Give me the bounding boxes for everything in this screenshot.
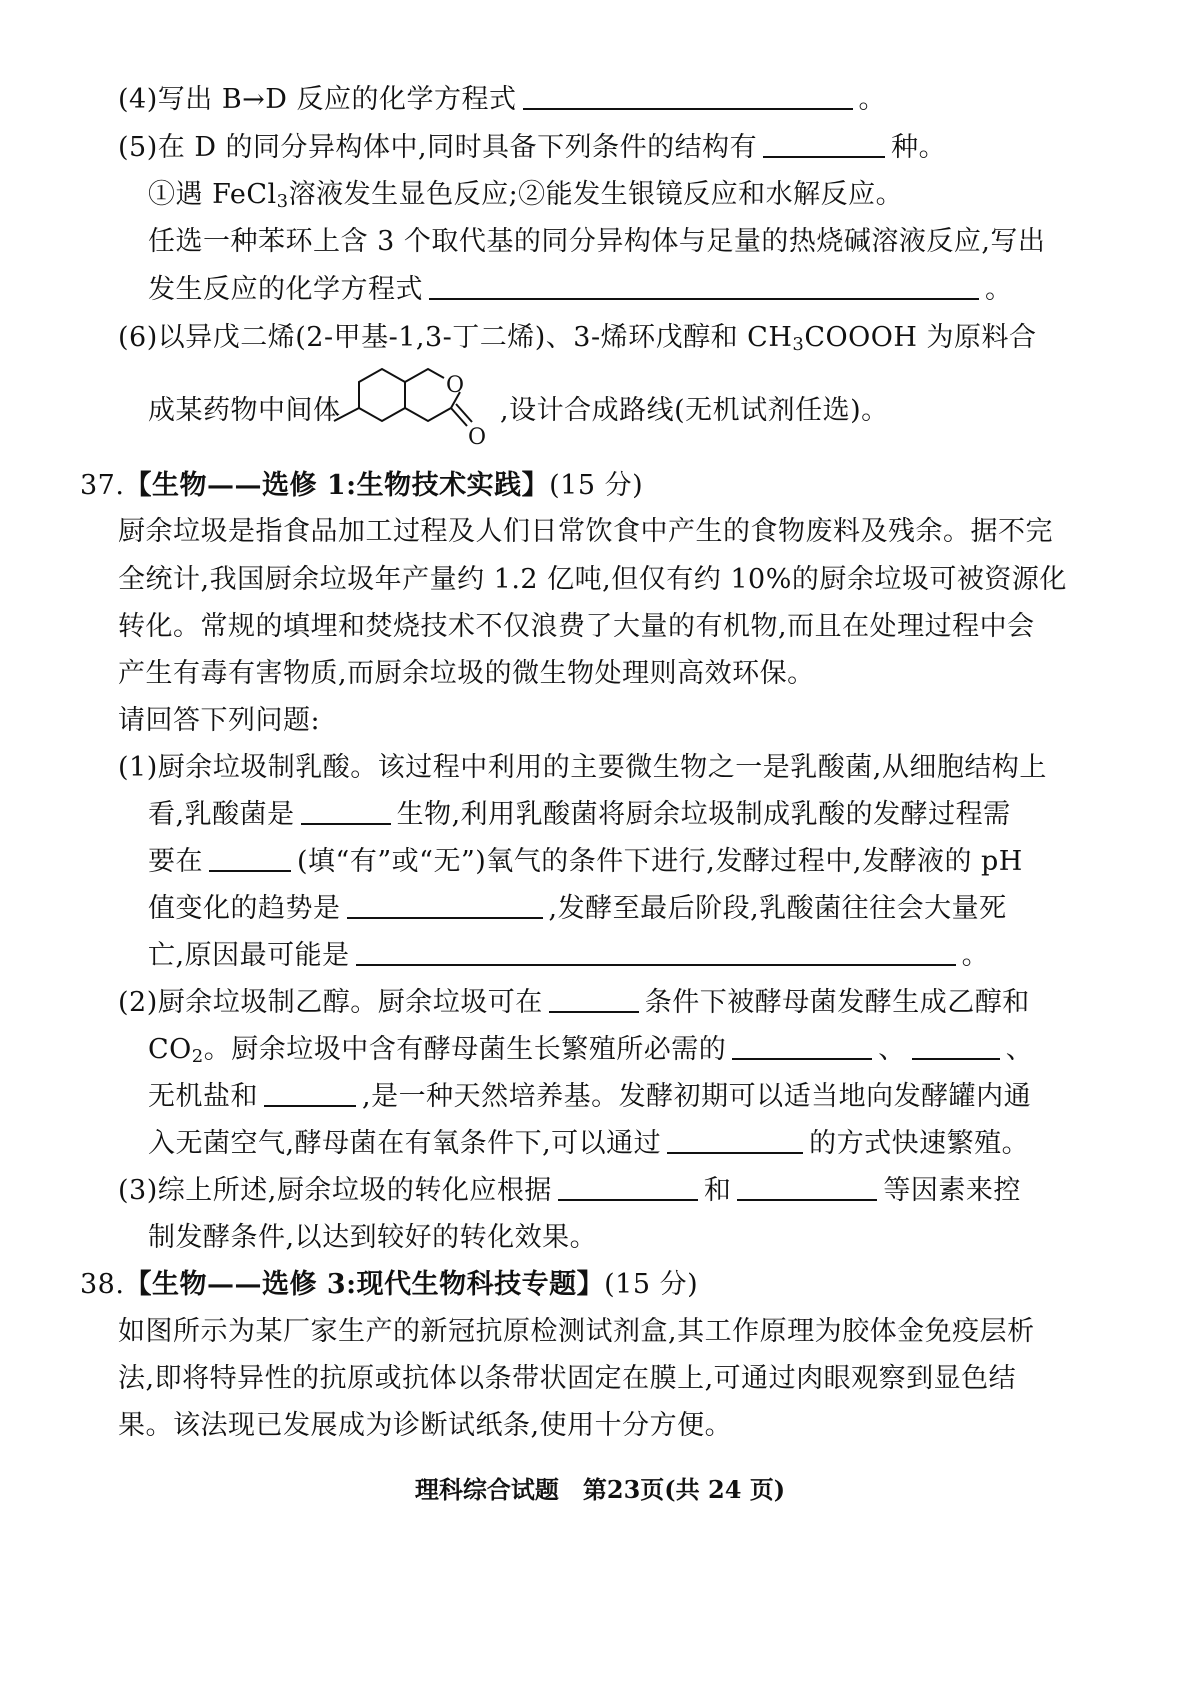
q37-intro-line: 全统计,我国厨余垃圾年产量约 1.2 亿吨,但仅有约 10%的厨余垃圾可被资源化 bbox=[118, 564, 1067, 595]
q37-sub2-line2: $CO_2$。厨余垃圾中含有酵母菌生长繁殖所必需的 、 、 bbox=[148, 1034, 1034, 1067]
intermediate-structure-diagram bbox=[320, 352, 500, 456]
q37-heading: 【生物——选修 1:生物技术实践】 bbox=[124, 470, 550, 501]
q37-intro-line: 转化。常规的填埋和焚烧技术不仅浪费了大量的有机物,而且在处理过程中会 bbox=[118, 611, 1035, 642]
q37-sub1-line5: 亡,原因最可能是 。 bbox=[148, 940, 990, 971]
q37-number: 37. bbox=[80, 470, 125, 501]
q36-part6: (6)以异戊二烯(2-甲基-1,3-丁二烯)、3-烯环戊醇和 $CH_3COOOH$ 为原料合 bbox=[118, 322, 1037, 355]
q36-part5: (5)在 D 的同分异构体中,同时具备下列条件的结构有 种。 bbox=[118, 132, 947, 163]
q38-body-line: 如图所示为某厂家生产的新冠抗原检测试剂盒,其工作原理为胶体金免疫层析 bbox=[118, 1316, 1035, 1347]
q36-part4: (4)写出 B→D 反应的化学方程式 。 bbox=[118, 84, 887, 115]
q37-sub2-line1: (2)厨余垃圾制乙醇。厨余垃圾可在 条件下被酵母菌发酵生成乙醇和 bbox=[118, 987, 1030, 1018]
q37-intro-line: 产生有毒有害物质,而厨余垃圾的微生物处理则高效环保。 bbox=[118, 658, 815, 689]
carbonyl-oxygen-label: O bbox=[468, 425, 487, 450]
q38-body-line: 法,即将特异性的抗原或抗体以条带状固定在膜上,可通过肉眼观察到显色结 bbox=[118, 1363, 1017, 1394]
q37-score: (15 分) bbox=[549, 470, 644, 501]
q37-sub1-line2: 看,乳酸菌是 生物,利用乳酸菌将厨余垃圾制成乳酸的发酵过程需 bbox=[148, 799, 1011, 830]
q37-sub3-line2: 制发酵条件,以达到较好的转化效果。 bbox=[148, 1222, 598, 1253]
q38-header bbox=[80, 1267, 698, 1303]
q36-part5-task-line1: 任选一种苯环上含 3 个取代基的同分异构体与足量的热烧碱溶液反应,写出 bbox=[148, 226, 1046, 257]
page-footer: 理科综合试题 第23页(共 24 页) bbox=[414, 1475, 786, 1504]
q38-body-line: 果。该法现已发展成为诊断试纸条,使用十分方便。 bbox=[118, 1410, 733, 1441]
q37-header bbox=[80, 468, 643, 504]
q36-part6-line2-end: ,设计合成路线(无机试剂任选)。 bbox=[500, 395, 889, 426]
q37-sub1-line1: (1)厨余垃圾制乳酸。该过程中利用的主要微生物之一是乳酸菌,从细胞结构上 bbox=[118, 752, 1047, 783]
q36-part5-conditions: ①遇 FeCl$_3$溶液发生显色反应;②能发生银镜反应和水解反应。 bbox=[148, 179, 904, 212]
q38-score: (15 分) bbox=[604, 1269, 699, 1300]
q36-part5-task-line2: 发生反应的化学方程式 。 bbox=[148, 274, 1013, 305]
q37-prompt: 请回答下列问题: bbox=[118, 705, 321, 736]
q37-sub1-line3: 要在 (填“有”或“无”)氧气的条件下进行,发酵过程中,发酵液的 pH bbox=[148, 846, 1023, 877]
q37-sub2-line3: 无机盐和 ,是一种天然培养基。发酵初期可以适当地向发酵罐内通 bbox=[148, 1081, 1032, 1112]
q37-sub2-line4: 入无菌空气,酵母菌在有氧条件下,可以通过 的方式快速繁殖。 bbox=[148, 1128, 1030, 1159]
q37-sub3-line1: (3)综上所述,厨余垃圾的转化应根据 和 等因素来控 bbox=[118, 1175, 1021, 1206]
q38-heading: 【生物——选修 3:现代生物科技专题】 bbox=[124, 1269, 605, 1300]
q36-part6-line2-start: 成某药物中间体 bbox=[148, 395, 341, 426]
q37-intro-line: 厨余垃圾是指食品加工过程及人们日常饮食中产生的食物废料及残余。据不完 bbox=[118, 516, 1053, 547]
q37-sub1-line4: 值变化的趋势是 ,发酵至最后阶段,乳酸菌往往会大量死 bbox=[148, 893, 1007, 924]
q38-number: 38. bbox=[80, 1269, 125, 1300]
ring-oxygen-label: O bbox=[446, 373, 465, 398]
